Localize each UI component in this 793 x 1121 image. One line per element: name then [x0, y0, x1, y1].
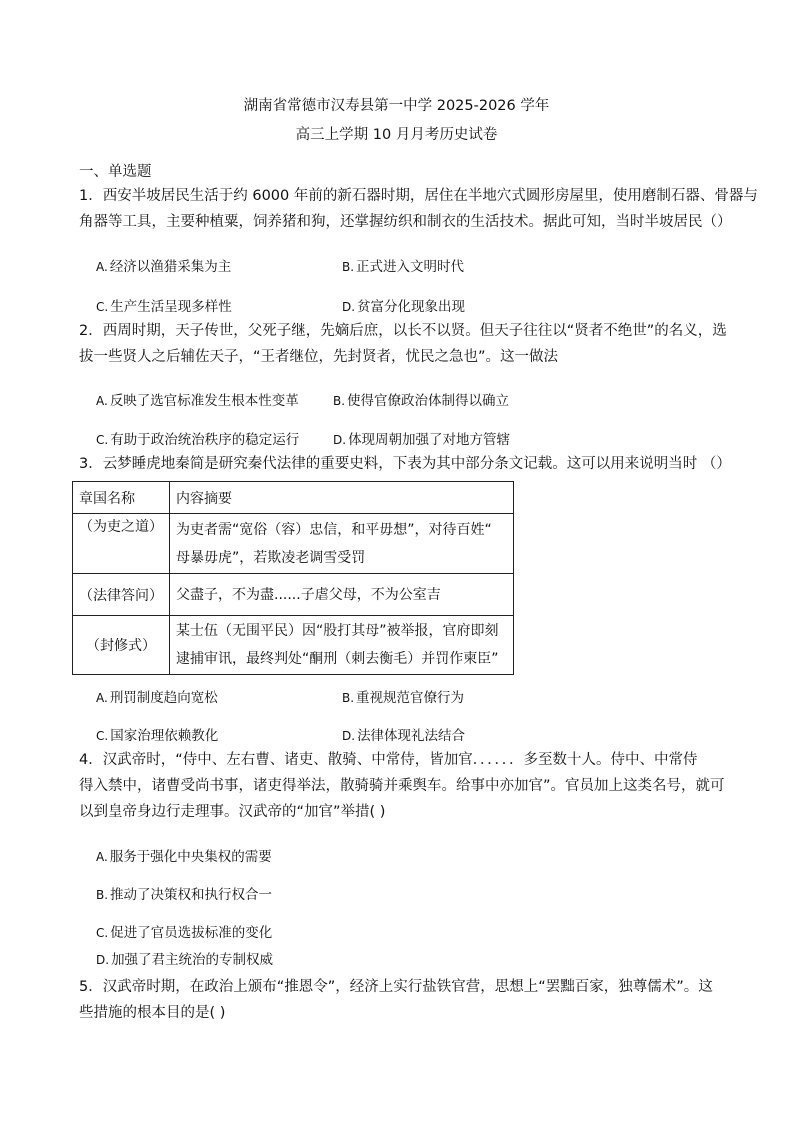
- question-text: 以到皇帝身边行走理事。汉武帝的“加官”举措( ): [79, 804, 386, 820]
- question-4: [79, 747, 729, 825]
- table-row: [73, 616, 514, 675]
- q1-option-a[interactable]: A. 经济以渔猎采集为主: [96, 259, 232, 275]
- question-2: [79, 318, 729, 370]
- question-3: [79, 451, 729, 477]
- exam-title-line1: 湖南省常德市汉寿县第一中学 2025-2026 学年: [243, 98, 550, 114]
- question-text: 云梦睡虎地秦简是研究秦代法律的重要史料，下表为其中部分条文记载。这可以用来说明当时 （）: [102, 456, 731, 472]
- question-number: 4．: [79, 752, 103, 768]
- question-text: 得入禁中，诸曹受尚书事，诸吏得举法，散骑骑并乘舆车。给事中亦加官”。官员加上这类名号，就可: [79, 778, 725, 794]
- q4-option-a[interactable]: A. 服务于强化中央集权的需要: [96, 849, 272, 865]
- section-heading: 一、单选题: [79, 164, 152, 180]
- question-text: 西周时期，天子传世，父死子继，先嫡后庶，以长不以贤。但天子往往以“贤者不绝世”的名义，选: [102, 323, 727, 339]
- table-cell-content: 父盡子，不为盡......子虐父母，不为公室吉: [170, 574, 514, 616]
- q2-option-b[interactable]: B. 使得官僚政治体制得以确立: [333, 393, 510, 409]
- q2-option-a[interactable]: A. 反映了选官标准发生根本性变革: [96, 393, 299, 409]
- question-text: 角器等工具，主要种植粟，饲养猪和狗，还掌握纺织和制衣的生活技术。据此可知，当时半坡居民（）: [79, 214, 732, 230]
- q3-option-a[interactable]: A. 刑罚制度趋向宽松: [96, 690, 218, 706]
- question-text: 拔一些贤人之后辅佐天子，“王者继位，先封贤者，忧民之急也”。这一做法: [79, 349, 559, 365]
- question-number: 3．: [79, 456, 103, 472]
- q4-option-c[interactable]: C. 促进了官员选拔标准的变化: [96, 925, 273, 941]
- question-1: [79, 183, 758, 235]
- table-cell-content: 某士伍（无围平民）因“股打其母”被举报，官府即刻 逮捕审讯，最终判处“酮刑（刺去衡毛）并罚作柬臣”: [170, 616, 514, 675]
- question-text: 些措施的根本目的是( ): [79, 1005, 226, 1021]
- table-cell-name: （法律答问）: [73, 574, 170, 616]
- q1-option-b[interactable]: B. 正式进入文明时代: [342, 259, 465, 275]
- q2-option-c[interactable]: C. 有助于政治统治秩序的稳定运行: [96, 432, 300, 448]
- table-cell-name: （为吏之道）: [73, 514, 170, 574]
- table-cell-content: 为吏者需“宽俗（容）忠信，和平毋想”，对待百姓“ 母暴毋虎”，若欺凌老调雪受罚: [170, 514, 514, 574]
- table-header-row: [73, 482, 514, 514]
- source-table: [72, 481, 514, 675]
- q3-option-b[interactable]: B. 重视规范官僚行为: [342, 690, 465, 706]
- q1-option-c[interactable]: C. 生产生活呈现多样性: [96, 299, 232, 315]
- q3-option-c[interactable]: C. 国家治理依赖教化: [96, 728, 219, 744]
- table-cell-name: （封修式）: [73, 616, 170, 675]
- question-number: 5．: [79, 979, 103, 995]
- q1-option-d[interactable]: D. 贫富分化现象出现: [342, 299, 466, 315]
- question-5: [79, 974, 729, 1026]
- q4-option-d[interactable]: D. 加强了君主统治的专制权威: [96, 952, 274, 968]
- question-number: 2．: [79, 323, 103, 339]
- q4-option-b[interactable]: B. 推动了决策权和执行权合一: [96, 887, 273, 903]
- exam-title-line2: 高三上学期 10 月月考历史试卷: [295, 127, 498, 143]
- q2-option-d[interactable]: D. 体现周朝加强了对地方管辖: [333, 432, 511, 448]
- table-row: [73, 574, 514, 616]
- question-text: 汉武帝时，“侍中、左右曹、诸吏、散骑、中常侍，皆加官．．．．．．多至数十人。侍中、中常侍: [102, 752, 698, 768]
- question-text: 汉武帝时期，在政治上颁布“推恩令”，经济上实行盐铁官营，思想上“罢黜百家，独尊儒术”。这: [102, 979, 713, 995]
- table-header-cell: 章国名称: [73, 482, 170, 514]
- q3-option-d[interactable]: D. 法律体现礼法结合: [342, 728, 466, 744]
- table-header-cell: 内容摘要: [170, 482, 514, 514]
- question-number: 1．: [79, 188, 103, 204]
- question-text: 西安半坡居民生活于约 6000 年前的新石器时期，居住在半地穴式圆形房屋里，使用磨制石器、骨器与: [102, 188, 758, 204]
- table-row: [73, 514, 514, 574]
